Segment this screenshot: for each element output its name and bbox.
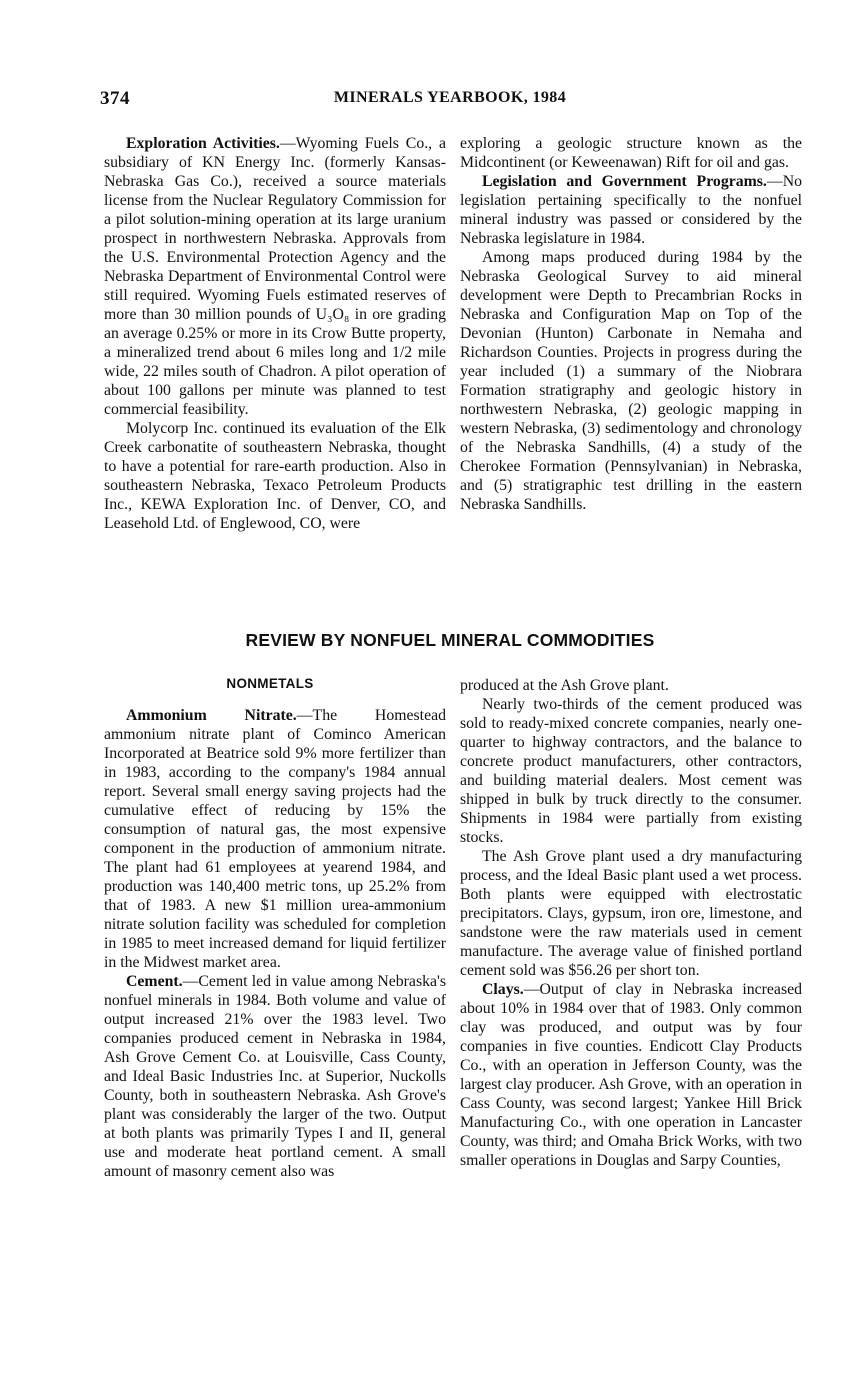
- run-in-heading-exploration: Exploration Activities.: [126, 135, 280, 152]
- column-top-right: [460, 134, 802, 514]
- paragraph-cement: [104, 972, 446, 1181]
- column-top-left: [104, 134, 446, 533]
- run-in-heading-ammonium: Ammonium Nitrate.: [126, 707, 297, 724]
- paragraph-maps: Among maps produced during 1984 by the Nebraska Geological Survey to aid mineral development were Depth to Precambrian Rocks in Nebraska and Configuration Map on Top of the Devonian (Hunton) Carbonate in Nemaha and Richardson Counties. Projects in progress during the year included (1) a summary of the Niobrara Formation stratigraphy and geologic history in northwestern Nebraska, (2) geologic mapping in western Nebraska, (3) sedimentology and chronology of the Nebraska Sandhills, (4) a study of the Cherokee Formation (Pennsylvanian) in Nebraska, and (5) stratigraphic test drilling in the eastern Nebraska Sandhills.: [460, 249, 802, 513]
- exploration-text: —Wyoming Fuels Co., a subsidiary of KN Energy Inc. (formerly Kansas-Nebraska Gas Co.), received a source materials license from the Nuclear Regulatory Commission for a pilot solution-mining operation at its large uranium prospect in northwestern Nebraska. Approvals from the U.S. Environmental Protection Agency and the Nebraska Department of Environmental Control were still required. Wyoming Fuels estimated reserves of more than 30 million pounds of U₃O₈ in ore grading an average 0.25% or more in its Crow Butte property, a mineralized trend about 6 miles long and 1/2 mile wide, 22 miles south of Chadron. A pilot operation of about 100 gallons per minute was planned to test commercial feasibility.: [104, 135, 446, 418]
- cement-text: —Cement led in value among Nebraska's nonfuel minerals in 1984. Both volume and value of output increased 21% over the 1983 level. Two companies produced cement in Nebraska in 1984, Ash Grove Cement Co. at Louisville, Cass County, and Ideal Basic Industries Inc. at Superior, Nuckolls County, both in southeastern Nebraska. Ash Grove's plant was considerably the larger of the two. Output at both plants was primarily Types I and II, general use and moderate heat portland cement. A small amount of masonry cement also was: [104, 973, 446, 1180]
- paragraph-cement-process: The Ash Grove plant used a dry manufacturing process, and the Ideal Basic plant used a wet process. Both plants were equipped with electrostatic precipitators. Clays, gypsum, iron ore, limestone, and sandstone were the raw materials used in cement manufacture. The average value of finished portland cement sold was $56.26 per short ton.: [460, 848, 802, 979]
- paragraph-cement-continued: produced at the Ash Grove plant.: [460, 677, 669, 694]
- ammonium-text: —The Homestead ammonium nitrate plant of Cominco American Incorporated at Beatrice sold 9% more fertilizer than in 1983, according to the company's 1984 annual report. Several small energy saving projects had the cumulative effect of reducing by 15% the consumption of natural gas, the most expensive component in the production of ammonium nitrate. The plant had 61 employees at yearend 1984, and production was 140,400 metric tons, up 25.2% from that of 1983. A new $1 million urea-ammonium nitrate solution facility was scheduled for completion in 1985 to meet increased demand for liquid fertilizer in the Midwest market area.: [104, 707, 446, 971]
- paragraph-legislation: [460, 172, 802, 248]
- section-heading: REVIEW BY NONFUEL MINERAL COMMODITIES: [245, 630, 655, 650]
- paragraph-molycorp: Molycorp Inc. continued its evaluation of the Elk Creek carbonatite of southeastern Nebraska, thought to have a potential for rare-earth production. Also in southeastern Nebraska, Texaco Petroleum Products Inc., KEWA Exploration Inc. of Denver, CO, and Leasehold Ltd. of Englewood, CO, were: [104, 420, 446, 532]
- paragraph-clays: [460, 980, 802, 1170]
- legislation-text: —No legislation pertaining specifically to the nonfuel mineral industry was passed or considered by the Nebraska legislature in 1984.: [460, 173, 802, 247]
- run-in-heading-legislation: Legislation and Government Programs.: [482, 173, 767, 190]
- column-bottom-left: [104, 706, 446, 1181]
- column-bottom-right: [460, 676, 802, 1170]
- paragraph-molycorp-continued: exploring a geologic structure known as the Midcontinent (or Keweenawan) Rift for oil and gas.: [460, 135, 802, 171]
- run-in-heading-clays: Clays.: [482, 981, 524, 998]
- run-in-heading-cement: Cement.: [126, 973, 183, 990]
- page-number: 374: [100, 88, 130, 109]
- subheading-nonmetals: NONMETALS: [226, 676, 314, 691]
- running-head: MINERALS YEARBOOK, 1984: [333, 89, 567, 106]
- paragraph-ammonium-nitrate: [104, 706, 446, 972]
- paragraph-exploration: [104, 134, 446, 419]
- paragraph-cement-shipments: Nearly two-thirds of the cement produced was sold to ready-mixed concrete companies, nearly one-quarter to highway contractors, and the balance to concrete product manufacturers, other contractors, and building material dealers. Most cement was shipped in bulk by truck directly to the consumer. Shipments in 1984 were partially from existing stocks.: [460, 696, 802, 846]
- clays-text: —Output of clay in Nebraska increased about 10% in 1984 over that of 1983. Only common clay was produced, and output was by four companies in five counties. Endicott Clay Products Co., with an operation in Jefferson County, was the largest clay producer. Ash Grove, with an operation in Cass County, was second largest; Yankee Hill Brick Manufacturing Co., with one operation in Lancaster County, was third; and Omaha Brick Works, with two smaller operations in Douglas and Sarpy Counties,: [460, 981, 802, 1169]
